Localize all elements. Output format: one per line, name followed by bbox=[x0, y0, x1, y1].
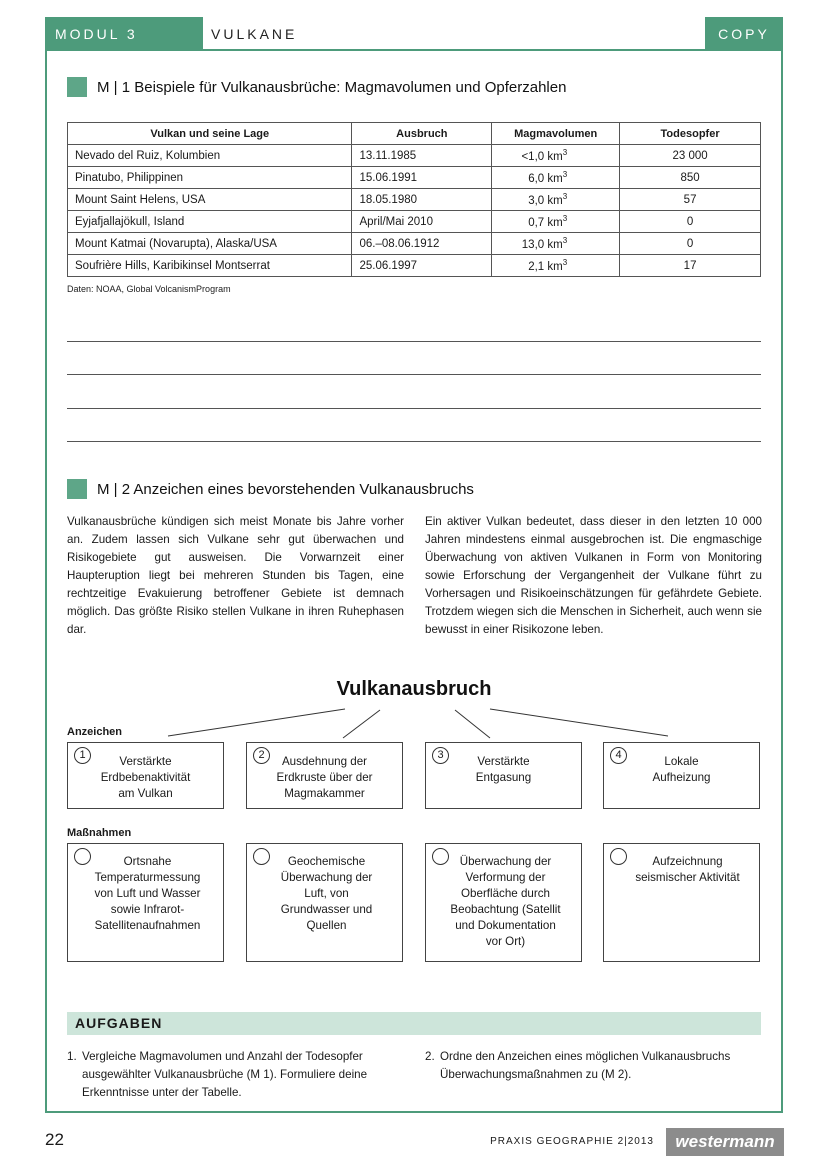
data-source: Daten: NOAA, Global VolcanismProgram bbox=[67, 284, 231, 294]
sign-box-4 bbox=[603, 742, 760, 809]
measure-box-3 bbox=[425, 843, 582, 962]
answer-circle[interactable] bbox=[610, 848, 627, 865]
eruption-date-cell: 13.11.1985 bbox=[352, 145, 492, 167]
magazine-name: PRAXIS GEOGRAPHIE 2|2013 bbox=[490, 1136, 654, 1147]
magma-cell: <1,0 $km^3$ bbox=[492, 145, 620, 167]
eruption-date-cell: April/Mai 2010 bbox=[352, 211, 492, 233]
victims-cell: 850 bbox=[620, 167, 761, 189]
task-text: Vergleiche Magmavolumen und Anzahl der Todesopfer ausgewählter Vulkanausbrüche (M 1). Formuliere deine Erkenntnisse unter der Tabelle. bbox=[82, 1050, 368, 1099]
eruption-date-cell: 25.06.1997 bbox=[352, 255, 492, 277]
sign-box-3 bbox=[425, 742, 582, 809]
measure-box-1 bbox=[67, 843, 224, 962]
task-1 bbox=[67, 1048, 397, 1102]
m2-title: M | 2 Anzeichen eines bevorstehenden Vulkanausbruchs bbox=[97, 480, 474, 498]
answer-circle[interactable] bbox=[432, 848, 449, 865]
victims-cell: 57 bbox=[620, 189, 761, 211]
measure-box-4 bbox=[603, 843, 760, 962]
sign-box-2 bbox=[246, 742, 403, 809]
connector-line bbox=[490, 709, 668, 736]
number-badge: 4 bbox=[610, 747, 627, 764]
sign-text: Verstärkte Entgasung bbox=[475, 755, 532, 784]
sign-text: Lokale Aufheizung bbox=[652, 755, 711, 784]
measure-text: Überwachung der Verformung der Oberfläche durch Beobachtung (Satellit und Dokumentation vor Ort) bbox=[450, 855, 561, 948]
copy-label: COPY bbox=[705, 17, 783, 51]
victims-cell: 0 bbox=[620, 233, 761, 255]
connector-line bbox=[343, 710, 380, 738]
number-badge: 2 bbox=[253, 747, 270, 764]
sign-box-1 bbox=[67, 742, 224, 809]
answer-circle[interactable] bbox=[253, 848, 270, 865]
m2-text-right: Ein aktiver Vulkan bedeutet, dass dieser in den letzten 10 000 Jahren mindestens einmal ausgebrochen ist. Die engmaschige Überwachung von aktiven Vulkanen in Form von Monitoring sowie Erforschung der Vergangenheit der Vulkane führt zu Vorhersagen und Risikoeinschätzungen für gefährdete Gebiete. Trotzdem wiegen sich die Menschen in Sicherheit, auch wenn sie bewusst in einer Risikozone leben. bbox=[425, 515, 762, 636]
column-header: Vulkan und seine Lage bbox=[68, 123, 352, 145]
measure-box-2 bbox=[246, 843, 403, 962]
magma-cell: 13,0 $km^3$ bbox=[492, 233, 620, 255]
magma-cell: 0,7 $km^3$ bbox=[492, 211, 620, 233]
anzeichen-label: Anzeichen bbox=[67, 726, 123, 738]
m1-title: M | 1 Beispiele für Vulkanausbrüche: Magmavolumen und Opferzahlen bbox=[97, 78, 567, 96]
volcano-cell: Nevado del Ruiz, Kolumbien bbox=[68, 145, 352, 167]
task-number: 1. bbox=[67, 1050, 77, 1063]
measure-text: Geochemische Überwachung der Luft, von Grundwasser und Quellen bbox=[280, 855, 373, 932]
task-2 bbox=[425, 1048, 761, 1084]
massnahmen-label: Maßnahmen bbox=[67, 827, 132, 839]
eruption-date-cell: 18.05.1980 bbox=[352, 189, 492, 211]
chapter-title: VULKANE bbox=[211, 26, 298, 42]
magma-cell: 2,1 $km^3$ bbox=[492, 255, 620, 277]
tasks-title: AUFGABEN bbox=[75, 1015, 163, 1031]
answer-circle[interactable] bbox=[74, 848, 91, 865]
eruption-date-cell: 15.06.1991 bbox=[352, 167, 492, 189]
connector-line bbox=[455, 710, 490, 738]
eruption-date-cell: 06.–08.06.1912 bbox=[352, 233, 492, 255]
victims-cell: 17 bbox=[620, 255, 761, 277]
volcano-cell: Mount Saint Helens, USA bbox=[68, 189, 352, 211]
column-header: Ausbruch bbox=[352, 123, 492, 145]
magma-cell: 3,0 $km^3$ bbox=[492, 189, 620, 211]
sign-text: Ausdehnung der Erdkruste über der Magmakammer bbox=[276, 755, 373, 800]
publisher-logo: westermann bbox=[666, 1128, 784, 1156]
diagram-title: Vulkanausbruch bbox=[336, 678, 492, 700]
column-header: Todesopfer bbox=[620, 123, 761, 145]
page-number: 22 bbox=[45, 1130, 64, 1149]
victims-cell: 0 bbox=[620, 211, 761, 233]
m2-text-left: Vulkanausbrüche kündigen sich meist Monate bis Jahre vorher an. Zudem lassen sich Vulkane sehr gut überwachen und Risikogebiete gut ausweisen. Die Vorwarnzeit einer Haupteruption liegt bei mehreren Stunden bis Tagen, eine rechtzeitige Evakuierung betroffener Gebiete ist demnach möglich. Das größte Risiko stellen Vulkane in ihren Ruhephasen dar. bbox=[67, 515, 404, 636]
task-text: Ordne den Anzeichen eines möglichen Vulkanausbruchs Überwachungsmaßnahmen zu (M 2). bbox=[440, 1050, 731, 1081]
sign-text: Verstärkte Erdbebenaktivität am Vulkan bbox=[100, 755, 191, 800]
volcano-cell: Eyjafjallajökull, Island bbox=[68, 211, 352, 233]
measure-text: Aufzeichnung seismischer Aktivität bbox=[635, 855, 740, 884]
measure-text: Ortsnahe Temperaturmessung von Luft und Wasser sowie Infrarot-Satellitenaufnahmen bbox=[94, 855, 201, 932]
column-header: Magmavolumen bbox=[492, 123, 620, 145]
connector-line bbox=[168, 709, 345, 736]
victims-cell: 23 000 bbox=[620, 145, 761, 167]
tasks-header bbox=[67, 1012, 761, 1035]
number-badge: 3 bbox=[432, 747, 449, 764]
number-badge: 1 bbox=[74, 747, 91, 764]
volcano-cell: Soufrière Hills, Karibikinsel Montserrat bbox=[68, 255, 352, 277]
task-number: 2. bbox=[425, 1050, 435, 1063]
module-label: MODUL 3 bbox=[45, 17, 203, 51]
volcano-cell: Pinatubo, Philippinen bbox=[68, 167, 352, 189]
volcano-cell: Mount Katmai (Novarupta), Alaska/USA bbox=[68, 233, 352, 255]
magma-cell: 6,0 $km^3$ bbox=[492, 167, 620, 189]
